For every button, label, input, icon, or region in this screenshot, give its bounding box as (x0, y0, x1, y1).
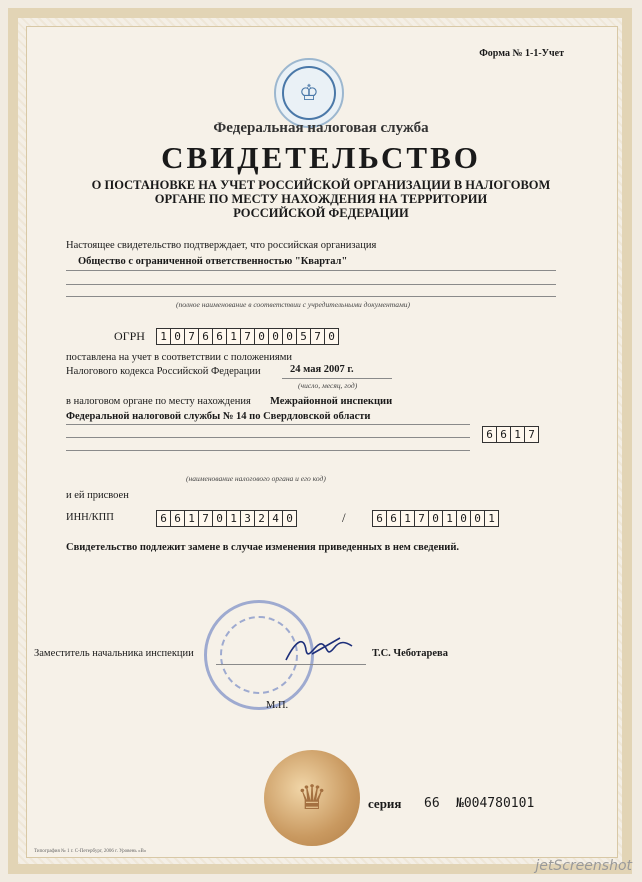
series-value: 66 (424, 796, 440, 811)
watermark: jetScreenshot (535, 858, 632, 874)
inn-digit: 6 (157, 511, 171, 526)
ogrn-digit: 1 (227, 329, 241, 344)
signature-icon (282, 632, 362, 668)
date-caption: (число, месяц, год) (298, 381, 358, 390)
inn-digit: 3 (241, 511, 255, 526)
emblem-ring: ♔ (282, 66, 336, 120)
ogrn-boxes (156, 328, 339, 345)
signature-line (216, 664, 366, 665)
inn-kpp-separator: / (342, 510, 346, 525)
registration-date: 24 мая 2007 г. (290, 364, 354, 375)
ogrn-label: ОГРН (114, 329, 145, 343)
registered-text-1: поставлена на учет в соответствии с положениями (66, 352, 292, 363)
signer-title: Заместитель начальника инспекции (34, 648, 194, 659)
ogrn-digit: 7 (241, 329, 255, 344)
certificate-number: №004780101 (456, 796, 535, 811)
tax-office-line-2: Федеральной налоговой службы № 14 по Свердловской области (66, 411, 371, 422)
inn-digit: 2 (255, 511, 269, 526)
tax-office-line-4 (66, 450, 470, 451)
hologram-icon (264, 750, 360, 846)
org-name-line-2 (66, 284, 556, 285)
agency-name: Федеральная налоговая служба (213, 120, 429, 136)
inn-boxes (156, 510, 297, 527)
replacement-note: Свидетельство подлежит замене в случае изменения приведенных в нем сведений. (66, 542, 460, 553)
ogrn-digit: 5 (297, 329, 311, 344)
ogrn-digit: 0 (171, 329, 185, 344)
ogrn-digit: 0 (269, 329, 283, 344)
date-underline (282, 378, 392, 379)
document-title: СВИДЕТЕЛЬСТВО (161, 140, 481, 175)
ogrn-digit: 7 (311, 329, 325, 344)
inn-digit: 1 (227, 511, 241, 526)
inn-digit: 4 (269, 511, 283, 526)
tax-office-code-digit: 6 (483, 427, 497, 442)
inn-digit: 0 (213, 511, 227, 526)
ogrn-digit: 7 (185, 329, 199, 344)
inn-digit: 0 (286, 512, 293, 525)
organization-name: Общество с ограниченной ответственностью "Квартал" (78, 256, 348, 267)
kpp-digit: 6 (387, 511, 401, 526)
tax-office-prefix: в налоговом органе по месту нахождения (66, 396, 251, 407)
print-note: Типография № 1 г. С-Петербург, 2006 г. Уровень «В» (34, 849, 147, 854)
kpp-digit: 7 (415, 511, 429, 526)
tax-office-line-3 (66, 437, 470, 438)
kpp-digit: 1 (443, 511, 457, 526)
subtitle-line: ОРГАНЕ ПО МЕСТУ НАХОЖДЕНИЯ НА ТЕРРИТОРИИ (154, 192, 488, 206)
kpp-boxes (372, 510, 499, 527)
kpp-digit: 1 (401, 511, 415, 526)
org-name-line-3 (66, 296, 556, 297)
confirm-text: Настоящее свидетельство подтверждает, что российская организация (66, 240, 377, 251)
tax-office-underline (66, 424, 470, 425)
ogrn-digit: 0 (255, 329, 269, 344)
ogrn-digit: 0 (328, 330, 335, 343)
inn-kpp-label: ИНН/КПП (66, 512, 114, 523)
registered-text-2: Налогового кодекса Российской Федерации (66, 366, 261, 377)
document-subtitle (0, 178, 642, 220)
ogrn-digit: 1 (157, 329, 171, 344)
tax-office-code-digit: 6 (497, 427, 511, 442)
assigned-text: и ей присвоен (66, 490, 129, 501)
tax-office-line-1: Межрайонной инспекции (270, 396, 393, 407)
ogrn-digit: 6 (199, 329, 213, 344)
signer-name: Т.С. Чеботарева (372, 648, 448, 659)
kpp-digit: 0 (471, 511, 485, 526)
tax-office-code-digit: 1 (511, 427, 525, 442)
org-name-underline (66, 270, 556, 271)
kpp-digit: 6 (373, 511, 387, 526)
fns-emblem-icon (274, 58, 344, 128)
tax-office-code-boxes (482, 426, 539, 443)
series-label: серия (368, 796, 402, 811)
subtitle-line: О ПОСТАНОВКЕ НА УЧЕТ РОССИЙСКОЙ ОРГАНИЗАЦИИ В НАЛОГОВОМ (91, 178, 551, 192)
kpp-digit: 0 (429, 511, 443, 526)
org-name-caption: (полное наименование в соответствии с учредительными документами) (176, 300, 410, 309)
kpp-digit: 0 (457, 511, 471, 526)
stamp-place: М.П. (266, 700, 289, 711)
ogrn-digit: 6 (213, 329, 227, 344)
kpp-digit: 1 (488, 512, 495, 525)
ogrn-digit: 0 (283, 329, 297, 344)
eagle-icon: ♛ (296, 778, 328, 818)
inn-digit: 6 (171, 511, 185, 526)
tax-office-code-digit: 7 (528, 428, 535, 441)
form-number: Форма № 1-1-Учет (479, 48, 564, 59)
inn-digit: 7 (199, 511, 213, 526)
inn-digit: 1 (185, 511, 199, 526)
subtitle-line: РОССИЙСКОЙ ФЕДЕРАЦИИ (233, 206, 409, 220)
tax-office-caption: (наименование налогового органа и его код) (186, 474, 326, 483)
